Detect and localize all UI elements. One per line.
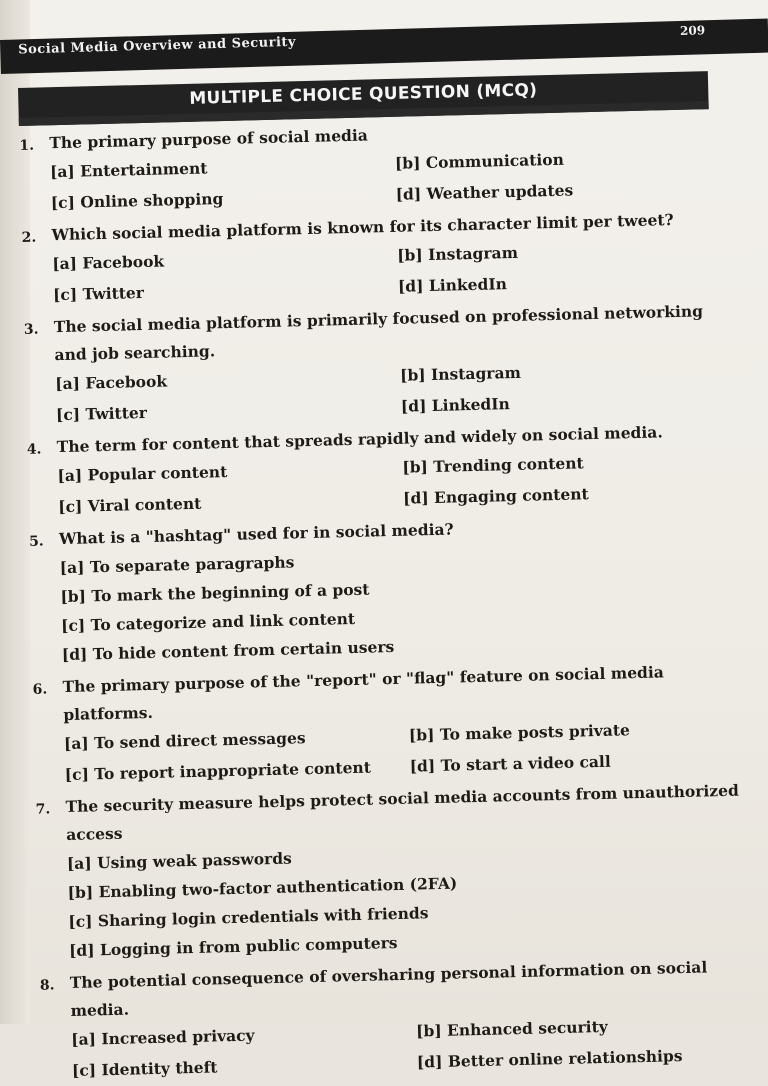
answer-option: [a] Popular content [57, 462, 228, 486]
answer-option: [a] Facebook [52, 251, 165, 274]
running-title: Social Media Overview and Security [18, 34, 297, 58]
question-text: Which social media platform is known for its character limit per tweet? [51, 210, 674, 245]
answer-option: [b] Enhanced security [415, 1016, 608, 1041]
answer-option: [b] Trending content [402, 453, 584, 477]
question-text: The potential consequence of oversharing personal information on social media. [69, 957, 708, 1020]
answer-option: [d] Engaging content [402, 484, 589, 508]
options-group [59, 536, 752, 669]
answer-option: [a] Increased privacy [71, 1025, 255, 1049]
answer-option: [b] Instagram [399, 362, 522, 385]
answer-option: [b] Instagram [396, 242, 519, 265]
answer-option: [d] LinkedIn [400, 394, 511, 416]
question-text: What is a "hashtag" used for in social media? [58, 519, 454, 549]
question-item [35, 776, 759, 966]
question-number: 8. [39, 977, 55, 994]
answer-option: [d] To hide content from certain users [61, 636, 395, 665]
question-text: The primary purpose of the "report" or "flag" feature on social media platforms. [62, 662, 665, 725]
answer-option: [d] Better online relationships [416, 1046, 683, 1072]
answer-option: [d] Weather updates [395, 180, 574, 204]
answer-option: [b] To make posts private [408, 720, 631, 745]
question-text: The social media platform is primarily focused on professional networking and job searching. [53, 301, 704, 365]
answer-option: [a] Using weak passwords [66, 848, 293, 874]
question-number: 4. [26, 441, 42, 458]
question-item [21, 204, 743, 310]
section-heading: MULTIPLE CHOICE QUESTION (MCQ) [189, 80, 538, 109]
question-text: The term for content that spreads rapidly and widely on social media. [56, 422, 663, 457]
question-number: 5. [28, 533, 44, 550]
answer-option: [c] To report inappropriate content [64, 757, 372, 785]
answer-option: [c] Twitter [52, 282, 145, 305]
question-text: The security measure helps protect social media accounts from unauthorized access [65, 780, 740, 845]
question-text: The primary purpose of social media [49, 125, 369, 153]
answer-option: [d] To start a video call [409, 751, 611, 776]
answer-option: [c] Identity theft [71, 1057, 218, 1080]
answer-option: [b] To mark the beginning of a post [60, 579, 370, 607]
question-item [19, 112, 741, 218]
answer-option: [a] To separate paragraphs [59, 552, 295, 578]
question-number: 3. [23, 321, 39, 338]
answer-option: [c] Twitter [55, 402, 148, 425]
options-group [67, 832, 760, 965]
answer-option: [b] Enabling two-factor authentication (2FA) [67, 873, 458, 903]
answer-option: [c] Online shopping [50, 189, 224, 213]
question-number: 7. [35, 801, 51, 818]
question-item [29, 508, 752, 670]
answer-option: [b] Communication [394, 149, 565, 173]
question-item [32, 656, 755, 790]
answer-option: [c] To categorize and link content [60, 608, 356, 636]
question-number: 6. [32, 681, 48, 698]
question-item [40, 952, 763, 1086]
question-number: 2. [21, 229, 37, 246]
answer-option: [a] Facebook [55, 371, 168, 394]
running-header [0, 19, 768, 74]
answer-option: [a] Entertainment [49, 158, 208, 182]
answer-option: [c] Sharing login credentials with friends [68, 903, 429, 932]
answer-option: [d] Logging in from public computers [68, 932, 398, 961]
page-number: 209 [679, 23, 706, 39]
question-item [26, 416, 748, 522]
question-item [24, 296, 747, 430]
question-list [19, 112, 762, 1085]
question-number: 1. [19, 137, 35, 154]
answer-option: [c] Viral content [58, 493, 202, 517]
answer-option: [d] LinkedIn [397, 274, 508, 296]
mcq-section [18, 70, 762, 1085]
answer-option: [a] To send direct messages [63, 728, 306, 754]
